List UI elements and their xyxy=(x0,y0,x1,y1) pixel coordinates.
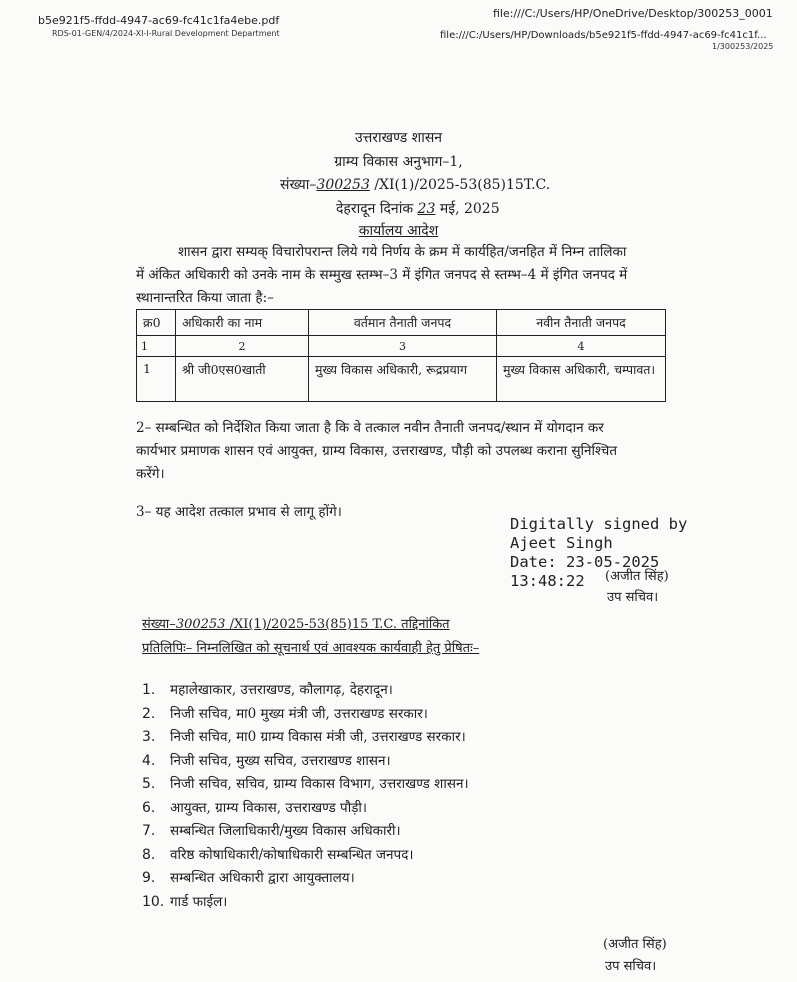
header-path-1: file:///C:/Users/HP/OneDrive/Desktop/300253_0001 xyxy=(493,7,773,20)
list-item-number: 7. xyxy=(142,823,156,839)
col-number-1: 1 xyxy=(137,336,176,357)
list-item-text: सम्बन्धित अधिकारी द्वारा आयुक्तालय। xyxy=(170,870,355,886)
th-new-posting: नवीन तैनाती जनपद xyxy=(497,310,666,336)
list-item xyxy=(142,820,469,844)
copy-number-handwritten: 300253 xyxy=(175,617,226,632)
list-item-text: वरिष्ठ कोषाधिकारी/कोषाधिकारी सम्बन्धित जनपद। xyxy=(170,846,414,863)
order-number-prefix: संख्या– xyxy=(280,177,317,193)
list-item-text: निजी सचिव, मा0 मुख्य मंत्री जी, उत्तराखण्ड सरकार। xyxy=(170,705,428,722)
transfer-table xyxy=(136,309,666,402)
footer-signatory-designation: उप सचिव। xyxy=(605,959,657,974)
list-item-text: सम्बन्धित जिलाधिकारी/मुख्य विकास अधिकारी। xyxy=(170,823,401,839)
date-prefix: देहरादून दिनांक xyxy=(336,201,414,217)
th-current-posting: वर्तमान तैनाती जनपद xyxy=(309,310,497,336)
list-item-text: गार्ड फाईल। xyxy=(170,893,228,910)
para2-line2: कार्यभार प्रमाणक शासन एवं आयुक्त, ग्राम्य विकास, उत्तराखण्ड, पौड़ी को उपलब्ध कराना सुनिश्चित xyxy=(136,443,618,459)
signature-line-1: Digitally signed by xyxy=(510,515,688,533)
govt-name: उत्तराखण्ड शासन xyxy=(354,130,443,146)
para1-line2: में अंकित अधिकारी को उनके नाम के सम्मुख स्तम्भ–3 में इंगित जनपद से स्तम्भ–4 में इंगित जनपद में xyxy=(136,267,628,283)
list-item xyxy=(142,844,469,868)
header-page-ref: 1/300253/2025 xyxy=(712,42,774,51)
date-handwritten: 23 xyxy=(417,201,436,217)
signatory-name: (अजीत सिंह) xyxy=(605,569,669,584)
copy-number-suffix: /XI(1)/2025-53(85)15 T.C. तद्दिनांकित xyxy=(229,617,450,632)
list-item-number: 3. xyxy=(142,729,156,745)
col-number-2: 2 xyxy=(176,336,309,357)
list-item-number: 8. xyxy=(142,846,156,863)
list-item-number: 1. xyxy=(142,682,156,698)
signatory-designation: उप सचिव। xyxy=(607,590,659,605)
table-number-row xyxy=(137,336,666,357)
th-serial: क्र0 xyxy=(137,310,176,336)
section-name: ग्राम्य विकास अनुभाग–1, xyxy=(334,154,463,170)
list-item xyxy=(142,773,469,797)
distribution-list xyxy=(142,679,469,914)
para3: 3– यह आदेश तत्काल प्रभाव से लागू होंगे। xyxy=(136,504,342,520)
cell-new-posting: मुख्य विकास अधिकारी, चम्पावत। xyxy=(497,357,666,402)
list-item-text: आयुक्त, ग्राम्य विकास, उत्तराखण्ड पौड़ी। xyxy=(170,799,368,816)
list-item xyxy=(142,679,469,703)
table-row xyxy=(137,357,666,402)
list-item-text: निजी सचिव, सचिव, ग्राम्य विकास विभाग, उत्तराखण्ड शासन। xyxy=(170,776,469,792)
para2-line1: 2– सम्बन्धित को निर्देशित किया जाता है कि वे तत्काल नवीन तैनाती जनपद/स्थान में योगदान कर xyxy=(136,420,604,436)
list-item-text: निजी सचिव, मुख्य सचिव, उत्तराखण्ड शासन। xyxy=(170,752,391,769)
header-path-2: file:///C:/Users/HP/Downloads/b5e921f5-ffdd-4947-ac69-fc41c1f... xyxy=(440,30,767,41)
list-item xyxy=(142,797,469,821)
table-header-row xyxy=(137,310,666,336)
para1-line1: शासन द्वारा सम्यक् विचारोपरान्त लिये गये निर्णय के क्रम में कार्यहित/जनहित में निम्न तालिका xyxy=(178,244,627,260)
list-item xyxy=(142,891,469,915)
list-item xyxy=(142,726,469,750)
list-item-number: 2. xyxy=(142,705,156,722)
signature-line-4: 13:48:22 xyxy=(510,572,585,590)
cell-serial: 1 xyxy=(137,357,176,402)
list-item-number: 5. xyxy=(142,776,156,792)
order-date xyxy=(336,199,500,218)
cell-officer-name: श्री जी0एस0खाती xyxy=(176,357,309,402)
order-number-suffix: /XI(1)/2025-53(85)15T.C. xyxy=(374,177,551,193)
list-item-number: 10. xyxy=(142,893,165,910)
list-item-text: महालेखाकार, उत्तराखण्ड, कौलागढ़, देहरादून। xyxy=(170,682,393,698)
list-item-text: निजी सचिव, मा0 ग्राम्य विकास मंत्री जी, उत्तराखण्ड सरकार। xyxy=(170,729,466,745)
footer-signatory-name: (अजीत सिंह) xyxy=(603,937,667,952)
header-file-name: b5e921f5-ffdd-4947-ac69-fc41c1fa4ebe.pdf xyxy=(38,14,280,27)
signature-line-3: Date: 23-05-2025 xyxy=(510,553,660,571)
para1-line3: स्थानान्तरित किया जाता है:– xyxy=(136,290,274,306)
list-item-number: 9. xyxy=(142,870,156,886)
cell-current-posting: मुख्य विकास अधिकारी, रूद्रप्रयाग xyxy=(309,357,497,402)
col-number-4: 4 xyxy=(497,336,666,357)
date-suffix: मई, 2025 xyxy=(439,201,500,217)
copy-pratilipi: प्रतिलिपिः– निम्नलिखित को सूचनार्थ एवं आवश्यक कार्यवाही हेतु प्रेषितः– xyxy=(142,641,480,656)
order-title: कार्यालय आदेश xyxy=(358,223,439,239)
signature-line-2: Ajeet Singh xyxy=(510,534,613,552)
para2-line3: करेंगे। xyxy=(136,466,165,482)
order-number-handwritten: 300253 xyxy=(316,177,370,193)
copy-number xyxy=(142,614,450,632)
list-item xyxy=(142,703,469,727)
header-reference: RDS-01-GEN/4/2024-XI-I-Rural Development Department xyxy=(52,29,280,38)
col-number-3: 3 xyxy=(309,336,497,357)
copy-number-prefix: संख्या– xyxy=(142,617,176,632)
list-item xyxy=(142,867,469,891)
order-number xyxy=(280,175,550,194)
list-item xyxy=(142,750,469,774)
list-item-number: 6. xyxy=(142,799,156,816)
list-item-number: 4. xyxy=(142,752,156,769)
th-officer-name: अधिकारी का नाम xyxy=(176,310,309,336)
